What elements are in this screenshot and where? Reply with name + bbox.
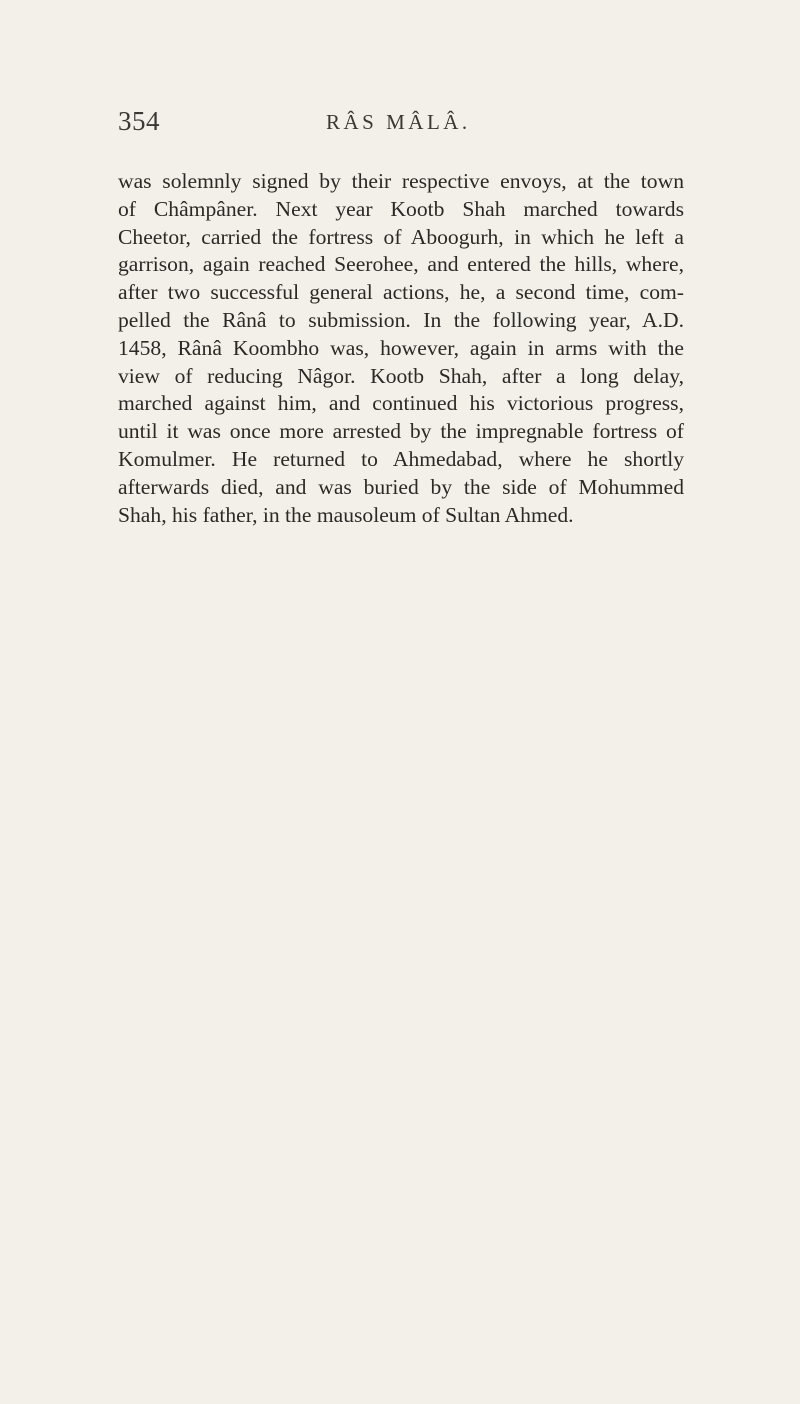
text-line: Shah, his father, in the mausoleum of Sultan Ahmed. [118, 502, 574, 527]
text-line: until it was once more arrested by the impregnable fortress of [118, 419, 684, 444]
text-line: afterwards died, and was buried by the side of Mohummed [118, 474, 684, 499]
running-head [118, 106, 684, 146]
text-line: was solemnly signed by their respective envoys, at the town [118, 169, 684, 193]
text-line: 1458, Rânâ Koombho was, however, again in arms with the [118, 335, 684, 360]
text-line: marched against him, and continued his victorious progress, [118, 391, 684, 416]
text-line: pelled the Rânâ to submission. In the following year, A.D. [118, 307, 684, 332]
text-line: view of reducing Nâgor. Kootb Shah, after a long delay, [118, 363, 684, 388]
page-number: 354 [118, 106, 160, 136]
text-line: of Châmpâner. Next year Kootb Shah marched towards [118, 196, 684, 221]
running-title: RÂS MÂLÂ. [326, 110, 471, 134]
body-paragraph [118, 168, 684, 529]
text-line: garrison, again reached Seerohee, and entered the hills, where, [118, 252, 684, 277]
text-line: Cheetor, carried the fortress of Aboogurh, in which he left a [118, 224, 684, 249]
text-line: Komulmer. He returned to Ahmedabad, where he shortly [118, 446, 684, 471]
text-line: after two successful general actions, he, a second time, com- [118, 280, 684, 305]
